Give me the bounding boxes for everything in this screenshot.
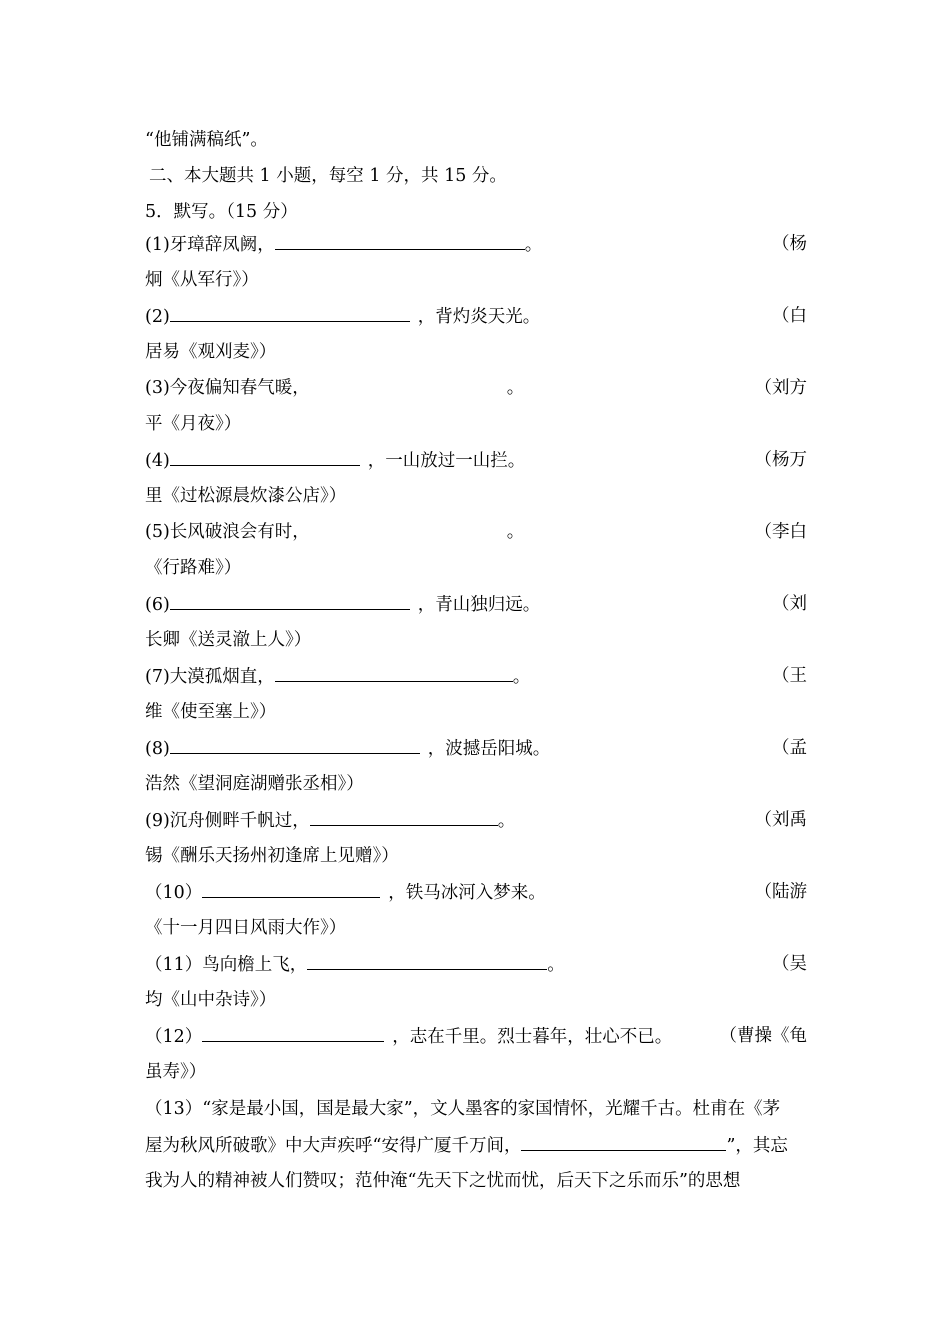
item-1-attribution: [145, 265, 807, 295]
item-13-text-1: “家是最小国，国是最大家”，文人墨客的家国情怀，光耀千古。杜甫在《茅: [202, 1099, 781, 1119]
verse-before: 沉舟侧畔千帆过，: [169, 811, 310, 831]
verse-before: 长风破浪会有时，: [169, 522, 310, 542]
attribution-head: （陆游: [754, 882, 807, 902]
attribution-tail: 维《使至塞上》）: [145, 702, 277, 722]
answer-blank-1[interactable]: [275, 229, 525, 250]
verse-after: ，志在千里。烈士暮年，壮心不已。: [392, 1027, 673, 1047]
attribution-tail: 锡《酬乐天扬州初逢席上见赠》）: [145, 846, 399, 866]
attribution-head: （杨万: [754, 450, 807, 470]
attribution-head: （刘: [772, 594, 807, 614]
answer-blank-10[interactable]: [202, 877, 380, 898]
verse-before: 大漠孤烟直，: [169, 667, 275, 687]
item-2-attribution: [145, 337, 807, 367]
item-number: (5): [145, 522, 170, 542]
question-title: [145, 197, 807, 227]
answer-blank-11[interactable]: [307, 949, 547, 970]
item-3-attribution: [145, 409, 807, 439]
attribution-head: （刘方: [754, 378, 807, 398]
item-2-row: [145, 301, 807, 331]
item-5-row: [145, 517, 807, 547]
verse-after: 。: [547, 955, 565, 975]
item-number: (2): [145, 307, 170, 327]
verse-after: ，背灼炎天光。: [417, 307, 541, 327]
attribution-tail: 虽寿》）: [145, 1062, 207, 1082]
attribution-head: （李白: [754, 522, 807, 542]
verse-after: 。: [524, 235, 543, 255]
item-number: （10）: [145, 883, 203, 903]
attribution-head: （杨: [772, 234, 807, 254]
item-6-attribution: [145, 625, 807, 655]
item-number: (3): [145, 378, 170, 398]
answer-blank-12[interactable]: [202, 1021, 384, 1042]
answer-blank-7[interactable]: [275, 661, 513, 682]
answer-blank-13[interactable]: [521, 1130, 726, 1151]
attribution-head: （王: [772, 666, 807, 686]
item-number: (9): [145, 811, 170, 831]
section-heading: [149, 161, 811, 191]
answer-blank-8[interactable]: [170, 733, 420, 754]
verse-after: 。: [497, 811, 516, 831]
answer-blank-6[interactable]: [170, 589, 410, 610]
attribution-tail: 长卿《送灵澈上人》）: [145, 630, 312, 650]
item-number: (1): [145, 235, 170, 255]
intro-tail-text: [145, 125, 807, 155]
item-13-line-2: [145, 1130, 807, 1160]
attribution-head: （白: [772, 306, 807, 326]
attribution-tail: 平《月夜》）: [145, 414, 242, 434]
attribution-head: （刘禹: [754, 810, 807, 830]
item-1-row: [145, 229, 807, 259]
verse-after: ，铁马冰河入梦来。: [388, 883, 546, 903]
item-5-attribution: [145, 553, 807, 583]
item-number: （11）: [145, 955, 203, 975]
item-12-row: [145, 1021, 807, 1051]
verse-before: 鸟向檐上飞，: [202, 955, 308, 975]
item-13-number: （13）: [145, 1099, 203, 1119]
answer-blank-9[interactable]: [310, 805, 498, 826]
verse-after: 。: [512, 667, 531, 687]
attribution-tail: 《十一月四日风雨大作》）: [145, 918, 347, 938]
item-12-attribution: [145, 1057, 807, 1087]
question-title-text: 默写。（15 分）: [173, 202, 298, 222]
item-11-attribution: [145, 985, 807, 1015]
verse-before: 今夜偏知春气暖，: [169, 378, 310, 398]
item-4-attribution: [145, 481, 807, 511]
section-heading-text: 二、本大题共 1 小题，每空 1 分，共 15 分。: [149, 166, 507, 186]
verse-after: ，一山放过一山拦。: [367, 451, 526, 471]
attribution-tail: 浩然《望洞庭湖赠张丞相》）: [145, 774, 364, 794]
item-number: (7): [145, 667, 170, 687]
answer-blank-4[interactable]: [170, 445, 360, 466]
attribution-head: （曹操《龟: [719, 1026, 807, 1046]
attribution-tail: 均《山中杂诗》）: [145, 990, 277, 1010]
attribution-tail: 居易《观刈麦》）: [145, 342, 277, 362]
item-13-text-3: 我为人的精神被人们赞叹；范仲淹“先天下之忧而忧，后天下之乐而乐”的思想: [145, 1171, 741, 1191]
attribution-tail: 炯《从军行》）: [145, 270, 259, 290]
attribution-head: （吴: [772, 954, 807, 974]
attribution-tail: 《行路难》）: [145, 558, 242, 578]
verse-after: ，青山独归远。: [417, 595, 541, 615]
item-7-attribution: [145, 697, 807, 727]
item-13-text-2b: ”，其忘: [726, 1136, 788, 1156]
attribution-head: （孟: [772, 738, 807, 758]
item-13-line-3: [145, 1166, 807, 1196]
question-number: 5．: [145, 202, 174, 222]
attribution-tail: 里《过松源晨炊漆公店》）: [145, 486, 347, 506]
item-8-row: [145, 733, 807, 763]
item-8-attribution: [145, 769, 807, 799]
item-7-row: [145, 661, 807, 691]
item-3-row: [145, 373, 807, 403]
item-number: (4): [145, 451, 170, 471]
item-6-row: [145, 589, 807, 619]
item-9-row: [145, 805, 807, 835]
verse-before: 牙璋辞凤阙，: [169, 235, 275, 255]
item-11-row: [145, 949, 807, 979]
answer-blank-2[interactable]: [170, 301, 410, 322]
item-4-row: [145, 445, 807, 475]
item-10-row: [145, 877, 807, 907]
item-number: (8): [145, 739, 170, 759]
verse-after: 。: [506, 378, 525, 398]
item-number: (6): [145, 595, 170, 615]
item-13-line-1: [145, 1094, 807, 1124]
intro-tail: “他铺满稿纸”。: [145, 130, 268, 150]
item-9-attribution: [145, 841, 807, 871]
item-number: （12）: [145, 1027, 203, 1047]
verse-after: ，波撼岳阳城。: [427, 739, 551, 759]
verse-after: 。: [506, 522, 525, 542]
item-13-text-2a: 屋为秋风所破歌》中大声疾呼“安得广厦千万间，: [145, 1136, 522, 1156]
item-10-attribution: [145, 913, 807, 943]
